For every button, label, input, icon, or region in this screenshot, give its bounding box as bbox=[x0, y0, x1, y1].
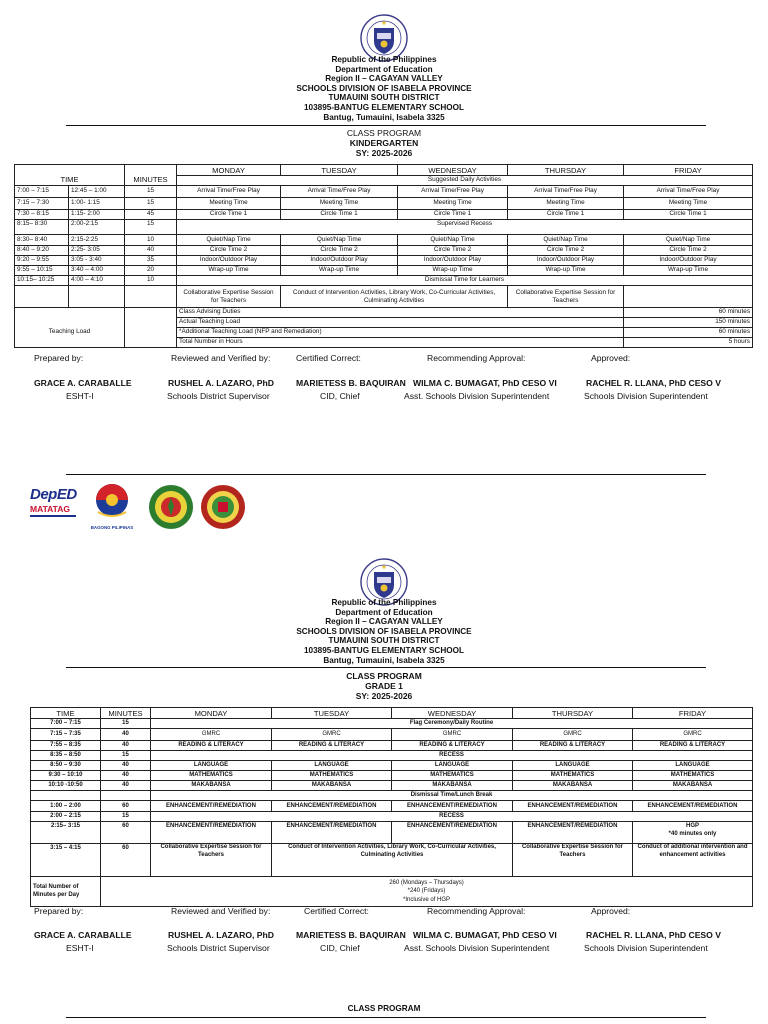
subject-cell: LANGUAGE bbox=[272, 761, 392, 771]
table-row bbox=[31, 741, 753, 751]
day-header: FRIDAY bbox=[624, 165, 753, 176]
minutes-cell: 35 bbox=[125, 256, 177, 266]
subject-cell: GMRC bbox=[151, 729, 272, 741]
minutes-cell: 40 bbox=[101, 741, 151, 751]
reviewed-by-label: Reviewed and Verified by: bbox=[171, 906, 271, 916]
time-cell: 2:15-2:25 bbox=[69, 235, 125, 246]
table-row bbox=[31, 719, 753, 729]
day-header: FRIDAY bbox=[633, 708, 753, 719]
header-line: TUMAUINI SOUTH DISTRICT bbox=[328, 93, 440, 103]
suggested-activities-label: Suggested Daily Activities bbox=[177, 176, 753, 186]
subject-cell: MAKABANSA bbox=[392, 781, 513, 791]
subject-cell: READING & LITERACY bbox=[513, 741, 633, 751]
time-cell: 8:50 – 9:30 bbox=[31, 761, 101, 771]
table-row bbox=[31, 781, 753, 791]
load-value: 60 minutes bbox=[624, 308, 753, 318]
signatory-title: Schools District Supervisor bbox=[167, 943, 270, 953]
subject-cell: READING & LITERACY bbox=[151, 741, 272, 751]
grade1-schedule-table bbox=[30, 707, 753, 907]
minutes-cell: 15 bbox=[125, 186, 177, 198]
subject-cell: READING & LITERACY bbox=[272, 741, 392, 751]
certified-label: Certified Correct: bbox=[296, 353, 361, 363]
subject-cell: LANGUAGE bbox=[392, 761, 513, 771]
subject-cell: ENHANCEMENT/REMEDIATION bbox=[151, 822, 272, 844]
subject-cell: GMRC bbox=[272, 729, 392, 741]
header-line: Republic of the Philippines bbox=[331, 598, 437, 607]
subject-cell: GMRC bbox=[513, 729, 633, 741]
minutes-cell: 40 bbox=[101, 761, 151, 771]
signature-labels bbox=[0, 353, 768, 365]
signatories bbox=[0, 378, 768, 404]
day-header: TUESDAY bbox=[281, 165, 398, 176]
activity-cell: Circle Time 2 bbox=[281, 246, 398, 256]
subject-cell: MATHEMATICS bbox=[392, 771, 513, 781]
hgp-note: *40 minutes only bbox=[668, 831, 717, 838]
table-row bbox=[31, 729, 753, 741]
school-year: SY: 2025-2026 bbox=[355, 148, 413, 158]
certified-label: Certified Correct: bbox=[304, 906, 369, 916]
divider bbox=[66, 1017, 706, 1018]
table-row bbox=[15, 266, 753, 276]
flag-ceremony-cell: Flag Ceremony/Daily Routine bbox=[151, 719, 753, 729]
col-time-header: TIME bbox=[31, 708, 101, 719]
lunch-break-cell: Dismissal Time/Lunch Break bbox=[151, 791, 753, 801]
time-cell: 1:15- 2:00 bbox=[69, 210, 125, 220]
day-header: THURSDAY bbox=[508, 165, 624, 176]
activity-cell: Meeting Time bbox=[398, 198, 508, 210]
signatory-title: CID, Chief bbox=[320, 391, 360, 401]
school-division-seal bbox=[148, 484, 194, 530]
table-row bbox=[31, 877, 753, 907]
time-cell: 9:30 – 10:10 bbox=[31, 771, 101, 781]
time-cell: 9:20 – 9:55 bbox=[15, 256, 69, 266]
total-line: 260 (Mondays – Thursdays) bbox=[389, 879, 464, 886]
hgp-cell bbox=[633, 822, 753, 844]
subject-cell: MAKABANSA bbox=[513, 781, 633, 791]
time-cell: 7:00 – 7:15 bbox=[31, 719, 101, 729]
activity-cell: Circle Time 1 bbox=[624, 210, 753, 220]
minutes-cell: 15 bbox=[125, 220, 177, 235]
time-cell: 3:15 – 4:15 bbox=[31, 844, 101, 877]
signatory-title: Schools District Supervisor bbox=[167, 391, 270, 401]
signatory-title: CID, Chief bbox=[320, 943, 360, 953]
time-cell: 7:15 – 7:35 bbox=[31, 729, 101, 741]
divider bbox=[66, 667, 706, 668]
minutes-cell bbox=[101, 791, 151, 801]
signatory-name: MARIETESS B. BAQUIRAN bbox=[296, 930, 406, 940]
teaching-load-label: Teaching Load bbox=[15, 308, 125, 348]
day-header: TUESDAY bbox=[272, 708, 392, 719]
time-cell: 8:30– 8:40 bbox=[15, 235, 69, 246]
activity-cell: Circle Time 2 bbox=[508, 246, 624, 256]
day-header: MONDAY bbox=[177, 165, 281, 176]
header-line: Region II – CAGAYAN VALLEY bbox=[325, 74, 443, 84]
time-cell: 7:55 – 8:35 bbox=[31, 741, 101, 751]
activity-cell: Wrap-up Time bbox=[398, 266, 508, 276]
activity-cell: Quiet/Nap Time bbox=[398, 235, 508, 246]
load-label: *Additional Teaching Load (NFP and Remediation) bbox=[177, 328, 624, 338]
subject-cell: ENHANCEMENT/REMEDIATION bbox=[633, 801, 753, 812]
day-header: WEDNESDAY bbox=[398, 165, 508, 176]
col-minutes-header: MINUTES bbox=[101, 708, 151, 719]
activity-cell: Wrap-up Time bbox=[281, 266, 398, 276]
minutes-cell: 40 bbox=[125, 246, 177, 256]
time-cell: 2:25- 3:05 bbox=[69, 246, 125, 256]
divider bbox=[66, 125, 706, 126]
activity-cell: Indoor/Outdoor Play bbox=[177, 256, 281, 266]
signatory-title: ESHT-I bbox=[66, 391, 94, 401]
activity-cell: Circle Time 1 bbox=[398, 210, 508, 220]
bagong-pilipinas-logo: BAGONG PILIPINAS bbox=[88, 482, 136, 530]
approved-label: Approved: bbox=[591, 906, 631, 916]
signatory-name: RUSHEL A. LAZARO, PhD bbox=[168, 378, 274, 388]
table-row bbox=[15, 235, 753, 246]
recommending-label: Recommending Approval: bbox=[427, 353, 526, 363]
hgp-label: HGP bbox=[685, 823, 699, 829]
time-cell: 8:35 – 8:50 bbox=[31, 751, 101, 761]
time-cell: 3:05 - 3:40 bbox=[69, 256, 125, 266]
header-line: 103895-BANTUG ELEMENTARY SCHOOL bbox=[304, 102, 464, 112]
prepared-by-label: Prepared by: bbox=[34, 906, 84, 916]
time-cell: 7:30 – 8:15 bbox=[15, 210, 69, 220]
activity-cell: Quiet/Nap Time bbox=[508, 235, 624, 246]
minutes-cell: 15 bbox=[101, 751, 151, 761]
header-line: Region II – CAGAYAN VALLEY bbox=[325, 617, 443, 627]
activity-cell: Arrival Time/Free Play bbox=[177, 186, 281, 198]
signatory-name: GRACE A. CARABALLE bbox=[34, 930, 132, 940]
minutes-cell: 45 bbox=[125, 210, 177, 220]
next-class-program-title: CLASS PROGRAM bbox=[347, 1004, 421, 1013]
load-value: 60 minutes bbox=[624, 328, 753, 338]
activity-cell: Meeting Time bbox=[281, 198, 398, 210]
activity-cell: Circle Time 1 bbox=[508, 210, 624, 220]
kinder-schedule-table bbox=[14, 164, 753, 348]
activity-cell: Indoor/Outdoor Play bbox=[508, 256, 624, 266]
total-minutes-label: Total Number of Minutes per Day bbox=[31, 877, 101, 907]
prepared-by-label: Prepared by: bbox=[34, 353, 84, 363]
table-row bbox=[15, 186, 753, 198]
signatory-title: Schools Division Superintendent bbox=[584, 391, 708, 401]
activity-cell: Wrap-up Time bbox=[508, 266, 624, 276]
total-line: *240 (Fridays) bbox=[407, 888, 446, 895]
signatory-title: Asst. Schools Division Superintendent bbox=[404, 391, 550, 401]
header-line: Bantug, Tumauini, Isabela 3325 bbox=[323, 655, 445, 665]
subject-cell: MAKABANSA bbox=[151, 781, 272, 791]
time-cell: 9:55 – 10:15 bbox=[15, 266, 69, 276]
subject-cell: MATHEMATICS bbox=[633, 771, 753, 781]
activity-cell: Indoor/Outdoor Play bbox=[624, 256, 753, 266]
minutes-cell: 15 bbox=[101, 812, 151, 822]
bantug-school-seal bbox=[200, 484, 246, 530]
activity-cell: Quiet/Nap Time bbox=[281, 235, 398, 246]
minutes-cell: 10 bbox=[125, 276, 177, 286]
subject-cell: ENHANCEMENT/REMEDIATION bbox=[513, 801, 633, 812]
table-row bbox=[15, 220, 753, 235]
program-title: CLASS PROGRAM bbox=[346, 128, 422, 138]
activity-cell: Arrival Time/Free Play bbox=[624, 186, 753, 198]
activity-cell: Arrival Time/Free Play bbox=[281, 186, 398, 198]
load-label: Actual Teaching Load bbox=[177, 318, 624, 328]
signatory-name: RUSHEL A. LAZARO, PhD bbox=[168, 930, 274, 940]
subject-cell: ENHANCEMENT/REMEDIATION bbox=[392, 801, 513, 812]
table-row bbox=[31, 822, 753, 844]
minutes-cell: 15 bbox=[101, 719, 151, 729]
table-row bbox=[15, 286, 753, 308]
table-row bbox=[31, 771, 753, 781]
signatory-name: WILMA C. BUMAGAT, PhD CESO VI bbox=[413, 378, 557, 388]
col-time-header: TIME bbox=[15, 165, 125, 186]
collab-session-cell: Collaborative Expertise Session for Teachers bbox=[513, 844, 633, 877]
table-row bbox=[31, 751, 753, 761]
minutes-cell: 20 bbox=[125, 266, 177, 276]
load-value: 5 hours bbox=[624, 338, 753, 348]
header-line: Republic of the Philippines bbox=[331, 55, 437, 64]
program-title: CLASS PROGRAM bbox=[346, 671, 422, 681]
dismissal-cell: Dismissal Time for Learners bbox=[177, 276, 753, 286]
activity-cell: Circle Time 2 bbox=[624, 246, 753, 256]
subject-cell: READING & LITERACY bbox=[392, 741, 513, 751]
table-row bbox=[15, 256, 753, 266]
subject-cell: GMRC bbox=[633, 729, 753, 741]
activity-cell: Indoor/Outdoor Play bbox=[281, 256, 398, 266]
day-header: WEDNESDAY bbox=[392, 708, 513, 719]
subject-cell: MAKABANSA bbox=[272, 781, 392, 791]
collab-session-cell: Collaborative Expertise Session for Teachers bbox=[508, 286, 624, 308]
header-line: 103895-BANTUG ELEMENTARY SCHOOL bbox=[304, 645, 464, 655]
subject-cell: MAKABANSA bbox=[633, 781, 753, 791]
recess-cell: RECESS bbox=[151, 812, 753, 822]
time-cell: 1:00 – 2:00 bbox=[31, 801, 101, 812]
time-cell: 8:15– 8:30 bbox=[15, 220, 69, 235]
grade-level: GRADE 1 bbox=[365, 681, 403, 691]
minutes-cell: 10 bbox=[125, 235, 177, 246]
subject-cell: ENHANCEMENT/REMEDIATION bbox=[272, 801, 392, 812]
table-row bbox=[15, 308, 753, 318]
table-row bbox=[31, 791, 753, 801]
header-line: Department of Education bbox=[335, 607, 433, 617]
grade1-title-block bbox=[0, 671, 768, 701]
grade1-header bbox=[0, 598, 768, 665]
subject-cell: MATHEMATICS bbox=[151, 771, 272, 781]
header-line: Bantug, Tumauini, Isabela 3325 bbox=[323, 112, 445, 122]
recommending-label: Recommending Approval: bbox=[427, 906, 526, 916]
time-cell: 8:40 – 9:20 bbox=[15, 246, 69, 256]
subject-cell: LANGUAGE bbox=[151, 761, 272, 771]
time-cell: 7:00 – 7:15 bbox=[15, 186, 69, 198]
time-cell: 10:10 -10:50 bbox=[31, 781, 101, 791]
minutes-cell: 60 bbox=[101, 844, 151, 877]
activity-cell: Quiet/Nap Time bbox=[624, 235, 753, 246]
table-row bbox=[31, 844, 753, 877]
activity-cell: Meeting Time bbox=[508, 198, 624, 210]
subject-cell: ENHANCEMENT/REMEDIATION bbox=[151, 801, 272, 812]
activity-cell: Circle Time 1 bbox=[177, 210, 281, 220]
subject-cell: ENHANCEMENT/REMEDIATION bbox=[392, 822, 513, 844]
minutes-cell: 60 bbox=[101, 822, 151, 844]
collab-session-cell: Collaborative Expertise Session for Teachers bbox=[151, 844, 272, 877]
time-cell: 2:15– 3:15 bbox=[31, 822, 101, 844]
minutes-cell: 60 bbox=[101, 801, 151, 812]
signatories bbox=[0, 930, 768, 956]
time-cell: 10:15– 10:25 bbox=[15, 276, 69, 286]
time-cell: 1:00- 1:15 bbox=[69, 198, 125, 210]
activity-cell: Wrap-up Time bbox=[624, 266, 753, 276]
subject-cell: ENHANCEMENT/REMEDIATION bbox=[272, 822, 392, 844]
signatory-title: ESHT-I bbox=[66, 943, 94, 953]
load-label: Total Number in Hours bbox=[177, 338, 624, 348]
activity-cell: Arrival Time/Free Play bbox=[508, 186, 624, 198]
subject-cell: GMRC bbox=[392, 729, 513, 741]
activity-cell: Meeting Time bbox=[177, 198, 281, 210]
minutes-cell: 15 bbox=[125, 198, 177, 210]
subject-cell: MATHEMATICS bbox=[272, 771, 392, 781]
col-minutes-header: MINUTES bbox=[125, 165, 177, 186]
activity-cell: Arrival Time/Free Play bbox=[398, 186, 508, 198]
time-cell bbox=[31, 791, 101, 801]
reviewed-by-label: Reviewed and Verified by: bbox=[171, 353, 271, 363]
activity-cell: Meeting Time bbox=[624, 198, 753, 210]
activity-cell: Circle Time 2 bbox=[398, 246, 508, 256]
load-value: 150 minutes bbox=[624, 318, 753, 328]
subject-cell: READING & LITERACY bbox=[633, 741, 753, 751]
kinder-header bbox=[0, 55, 768, 122]
time-cell: 4:00 – 4:10 bbox=[69, 276, 125, 286]
subject-cell: LANGUAGE bbox=[513, 761, 633, 771]
activity-cell: Circle Time 1 bbox=[281, 210, 398, 220]
approved-label: Approved: bbox=[591, 353, 631, 363]
table-row bbox=[31, 812, 753, 822]
total-minutes-values bbox=[101, 877, 753, 907]
additional-intervention-cell: Conduct of additional intervention and enhancement activities bbox=[633, 844, 753, 877]
conduct-intervention-cell: Conduct of Intervention Activities, Library Work, Co-Curricular Activities, Culminating Activities bbox=[272, 844, 513, 877]
activity-cell: Wrap-up Time bbox=[177, 266, 281, 276]
time-cell: 2:00 – 2:15 bbox=[31, 812, 101, 822]
load-label: Class Advising Duties bbox=[177, 308, 624, 318]
time-cell: 3:40 – 4:00 bbox=[69, 266, 125, 276]
divider bbox=[66, 474, 706, 475]
table-row bbox=[31, 801, 753, 812]
header-line: Department of Education bbox=[335, 64, 433, 74]
signatory-title: Asst. Schools Division Superintendent bbox=[404, 943, 550, 953]
subject-cell: LANGUAGE bbox=[633, 761, 753, 771]
table-row bbox=[15, 198, 753, 210]
conduct-intervention-cell: Conduct of Intervention Activities, Library Work, Co-Curricular Activities, Culminating Activities bbox=[281, 286, 508, 308]
kinder-title-block bbox=[0, 128, 768, 158]
minutes-cell: 40 bbox=[101, 771, 151, 781]
signatory-name: RACHEL R. LLANA, PhD CESO V bbox=[586, 930, 721, 940]
signatory-name: GRACE A. CARABALLE bbox=[34, 378, 132, 388]
table-row bbox=[31, 761, 753, 771]
grade-level: KINDERGARTEN bbox=[349, 138, 419, 148]
minutes-cell: 40 bbox=[101, 729, 151, 741]
activity-cell: Indoor/Outdoor Play bbox=[398, 256, 508, 266]
time-cell: 7:15 – 7:30 bbox=[15, 198, 69, 210]
minutes-cell: 40 bbox=[101, 781, 151, 791]
signature-labels bbox=[0, 906, 768, 918]
header-line: SCHOOLS DIVISION OF ISABELA PROVINCE bbox=[296, 83, 472, 93]
subject-cell: MATHEMATICS bbox=[513, 771, 633, 781]
signatory-name: MARIETESS B. BAQUIRAN bbox=[296, 378, 406, 388]
table-row bbox=[15, 246, 753, 256]
header-line: TUMAUINI SOUTH DISTRICT bbox=[328, 636, 440, 646]
collab-session-cell: Collaborative Expertise Session for Teachers bbox=[177, 286, 281, 308]
table-row bbox=[15, 210, 753, 220]
deped-matatag-logo: DepED MATATAG bbox=[30, 486, 82, 526]
recess-cell: RECESS bbox=[151, 751, 753, 761]
header-line: SCHOOLS DIVISION OF ISABELA PROVINCE bbox=[296, 626, 472, 636]
day-header: MONDAY bbox=[151, 708, 272, 719]
activity-cell: Quiet/Nap Time bbox=[177, 235, 281, 246]
signatory-title: Schools Division Superintendent bbox=[584, 943, 708, 953]
total-line: *Inclusive of HGP bbox=[402, 896, 451, 903]
time-cell: 2:00-2:15 bbox=[69, 220, 125, 235]
school-year: SY: 2025-2026 bbox=[355, 691, 413, 701]
activity-cell: Circle Time 2 bbox=[177, 246, 281, 256]
signatory-name: WILMA C. BUMAGAT, PhD CESO VI bbox=[413, 930, 557, 940]
subject-cell: ENHANCEMENT/REMEDIATION bbox=[513, 822, 633, 844]
recess-cell: Supervised Recess bbox=[177, 220, 753, 235]
signatory-name: RACHEL R. LLANA, PhD CESO V bbox=[586, 378, 721, 388]
day-header: THURSDAY bbox=[513, 708, 633, 719]
table-row bbox=[15, 276, 753, 286]
time-cell: 12:45 – 1:00 bbox=[69, 186, 125, 198]
